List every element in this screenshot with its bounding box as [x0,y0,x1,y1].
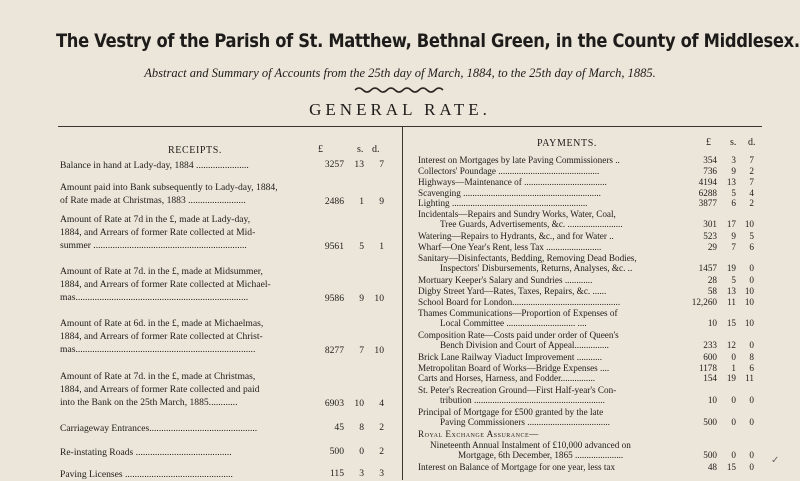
receipt-description [60,422,308,435]
receipt-description-line: mas........................................................................ [60,292,249,303]
payment-description-line: Interest on Balance of Mortgage for one year, less tax [418,462,616,472]
payment-shillings: 5 [731,188,736,198]
payment-shillings: 12 [726,340,736,350]
payment-description [418,177,688,187]
receipt-description [60,446,308,459]
receipt-description-line: Amount of Rate at 6d. in the £, made at Michaelmas, [60,318,264,329]
receipt-description [60,317,308,356]
payment-description [418,297,688,307]
payment-description [418,155,688,165]
payment-pounds: 29 [707,242,717,252]
receipt-pounds: 9586 [324,293,344,304]
receipt-pence: 2 [379,422,384,433]
payment-shillings: 0 [731,352,736,362]
receipts-col-pounds: £ [318,144,323,155]
payment-shillings: 15 [726,462,736,472]
payment-pence: 6 [749,242,754,252]
payment-description-line: Mortgage, 6th December, 1865 ..................... [458,450,624,460]
payment-pounds: 500 [703,450,717,460]
payment-shillings: 0 [731,395,736,405]
payment-description-line: Lighting ........................................................... [418,198,588,208]
payment-shillings: 0 [731,417,736,427]
receipt-shillings: 1 [359,196,364,207]
payment-shillings: 13 [726,286,736,296]
payment-description [418,275,688,285]
payment-description-line: Brick Lane Railway Viaduct Improvement ........... [418,352,603,362]
payment-pounds: 6288 [698,188,717,198]
receipt-description-line: summer ................................................................ [60,240,247,251]
receipts-col-pence: d. [372,144,380,155]
payment-shillings: 1 [731,363,736,373]
payment-pence: 0 [749,395,754,405]
payment-pounds: 523 [703,231,717,241]
payment-description [418,407,688,427]
payment-description [418,286,688,296]
payment-description-line: Mortuary Keeper's Salary and Sundries ............ [418,275,593,285]
payment-shillings: 9 [731,166,736,176]
receipt-pence: 10 [374,293,384,304]
payment-description [418,242,688,252]
receipt-description-line: 1884, and Arrears of former Rate collected and paid [60,384,260,395]
receipt-shillings: 13 [354,159,364,170]
payments-col-shillings: s. [730,137,737,148]
receipt-description-line: Amount paid into Bank subsequently to Lady-day, 1884, [60,182,278,193]
payments-heading: PAYMENTS. [537,138,597,149]
payment-shillings: 7 [731,242,736,252]
page-subtitle: Abstract and Summary of Accounts from the 25th day of March, 1884, to the 25th day of March, 1885. [144,66,656,80]
payment-description-line: Scavenging ............................................................ [418,188,601,198]
payment-description-line: Carts and Horses, Harness, and Fodder............... [418,373,596,383]
payment-description [418,462,688,472]
payment-description-line: School Board for London............................................... [418,297,621,307]
payment-pence: 11 [745,373,754,383]
payment-pence: 0 [749,275,754,285]
payment-shillings: 19 [726,263,736,273]
payment-pounds: 4194 [698,177,717,187]
payment-shillings: 17 [726,219,736,229]
payment-description [418,253,688,273]
receipt-shillings: 8 [359,422,364,433]
receipts-col-shillings: s. [357,144,364,155]
payment-description-line: Composition Rate—Costs paid under order of Queen's [418,330,619,340]
payment-description-line: Wharf—One Year's Rent, less Tax ........................ [418,242,602,252]
payment-description [418,209,688,229]
payment-description-line: Thames Communications—Proportion of Expenses of [418,308,618,318]
receipt-pence: 4 [379,398,384,409]
payment-pence: 0 [749,450,754,460]
receipt-description [60,468,308,481]
payment-shillings: 5 [731,275,736,285]
payment-description [418,198,688,208]
column-divider [402,126,403,480]
receipt-description [60,159,308,172]
payment-description-line: Highways—Maintenance of .................................... [418,177,607,187]
payment-pounds: 500 [703,417,717,427]
payment-pence: 0 [749,263,754,273]
payment-description-line: Bench Division and Court of Appeal............... [440,340,609,350]
receipt-pounds: 8277 [324,345,344,356]
payment-shillings: 9 [731,231,736,241]
payment-pounds: 301 [703,219,717,229]
receipt-pence: 9 [379,196,384,207]
receipt-shillings: 10 [354,398,364,409]
receipt-pounds: 2486 [324,196,344,207]
receipts-heading: RECEIPTS. [168,145,223,156]
receipt-description [60,370,308,409]
payment-description [418,440,688,460]
payment-shillings: 13 [726,177,736,187]
payment-description-line: Principal of Mortgage for £500 granted by the late [418,407,604,417]
receipt-description-line: Balance in hand at Lady-day, 1884 ...................... [60,160,249,171]
receipt-shillings: 7 [359,345,364,356]
receipt-description-line: Re-instating Roads ........................................ [60,447,232,458]
pencil-check-icon: ✓ [771,455,780,466]
payments-col-pounds: £ [706,137,711,148]
payment-pounds: 154 [703,373,717,383]
payment-shillings: 15 [726,318,736,328]
payment-pounds: 3877 [698,198,717,208]
receipt-shillings: 9 [359,293,364,304]
payment-pence: 2 [749,198,754,208]
receipt-pounds: 6903 [324,398,344,409]
payment-pence: 10 [744,286,754,296]
receipt-pence: 3 [379,468,384,479]
payment-description [418,231,688,241]
receipt-description-line: mas........................................................................... [60,344,256,355]
receipt-pounds: 500 [329,446,344,457]
payment-description [418,352,688,362]
receipt-description-line: Paving Licenses ............................................. [60,469,233,480]
receipt-description [60,213,308,252]
payment-pence: 10 [744,219,754,229]
receipt-pence: 2 [379,446,384,457]
top-rule [58,126,762,127]
payment-description-line: Paving Commissioners .................................... [440,417,610,427]
payment-description [418,429,688,439]
payment-description-line: Local Committee .............................. .... [440,318,587,328]
payment-shillings: 6 [731,198,736,208]
payment-description-line: Royal Exchange Assurance— [418,429,539,439]
payment-description-line: Incidentals—Repairs and Sundry Works, Water, Coal, [418,209,616,219]
receipt-description [60,181,308,207]
payment-description-line: Interest on Mortgages by late Paving Commissioners .. [418,155,620,165]
receipt-pounds: 9561 [324,241,344,252]
receipt-shillings: 0 [359,446,364,457]
receipt-description-line: into the Bank on the 25th March, 1885............ [60,397,238,408]
payment-pence: 10 [744,318,754,328]
payment-description-line: tribution ......................................................... [440,395,605,405]
payment-pounds: 736 [703,166,717,176]
section-title: GENERAL RATE. [309,100,491,119]
payment-pence: 7 [749,155,754,165]
payment-description-line: Collectors' Poundage ............................................ [418,166,600,176]
payment-pounds: 1178 [698,363,717,373]
payment-description [418,385,688,405]
receipt-pence: 10 [374,345,384,356]
receipt-description-line: 1884, and Arrears of former Rate collected at Mid- [60,227,256,238]
payment-pence: 8 [749,352,754,362]
receipt-description-line: Amount of Rate at 7d. in the £, made at Midsummer, [60,266,263,277]
payments-col-pence: d. [748,137,756,148]
payment-description-line: St. Peter's Recreation Ground—First Half-year's Con- [418,385,617,395]
receipt-pounds: 45 [334,422,344,433]
receipt-description-line: Carriageway Entrances............................................. [60,423,258,434]
receipt-pounds: 3257 [324,159,344,170]
payment-pounds: 354 [703,155,717,165]
payment-description [418,308,688,328]
payment-description [418,188,688,198]
payment-description-line: Sanitary—Disinfectants, Bedding, Removing Dead Bodies, [418,253,637,263]
payment-description-line: Nineteenth Annual Instalment of £10,000 advanced on [430,440,631,450]
payment-pence: 10 [744,297,754,307]
payment-pence: 2 [749,166,754,176]
payment-pence: 7 [749,177,754,187]
receipt-description-line: of Rate made at Christmas, 1883 ........................ [60,195,246,206]
payment-pounds: 10 [707,318,717,328]
receipt-pence: 1 [379,241,384,252]
payment-shillings: 3 [731,155,736,165]
receipt-description-line: 1884, and Arrears of former Rate collected at Michael- [60,279,271,290]
receipt-description [60,265,308,304]
payment-pounds: 600 [703,352,717,362]
receipt-pounds: 115 [329,468,344,479]
payment-pence: 5 [749,231,754,241]
receipt-pence: 7 [379,159,384,170]
receipt-description-line: Amount of Rate at 7d in the £, made at Lady-day, [60,214,251,225]
payment-pounds: 233 [703,340,717,350]
payment-pounds: 12,260 [691,297,717,307]
payment-description-line: Metropolitan Board of Works—Bridge Expenses .... [418,363,610,373]
payment-pounds: 48 [707,462,717,472]
payment-description-line: Digby Street Yard—Rates, Taxes, Repairs, &c. ...... [418,286,607,296]
payment-pence: 4 [749,188,754,198]
payment-description-line: Inspectors' Disbursements, Returns, Analyses, &c. .. [440,263,633,273]
payment-pence: 6 [749,363,754,373]
payment-shillings: 11 [727,297,736,307]
payment-description [418,166,688,176]
payment-description [418,373,688,383]
payment-pence: 0 [749,462,754,472]
payment-pence: 0 [749,417,754,427]
payment-pounds: 58 [707,286,717,296]
receipt-shillings: 5 [359,241,364,252]
payment-pence: 0 [749,340,754,350]
payment-description-line: Watering—Repairs to Hydrants, &c., and for Water .. [418,231,614,241]
page-title: The Vestry of the Parish of St. Matthew, Bethnal Green, in the County of Middlesex. [56,30,800,52]
wavy-ornament-icon [353,86,447,94]
payment-shillings: 19 [726,373,736,383]
payment-description [418,363,688,373]
receipt-shillings: 3 [359,468,364,479]
payment-pounds: 10 [707,395,717,405]
payment-pounds: 28 [707,275,717,285]
receipt-description-line: Amount of Rate at 7d. in the £, made at Christmas, [60,371,256,382]
payment-description-line: Tree Guards, Advertisements, &c. ........................ [440,219,623,229]
payment-shillings: 0 [731,450,736,460]
payment-description [418,330,688,350]
payment-pounds: 1457 [698,263,717,273]
receipt-description-line: 1884, and Arrears of former Rate collected at Christ- [60,331,263,342]
